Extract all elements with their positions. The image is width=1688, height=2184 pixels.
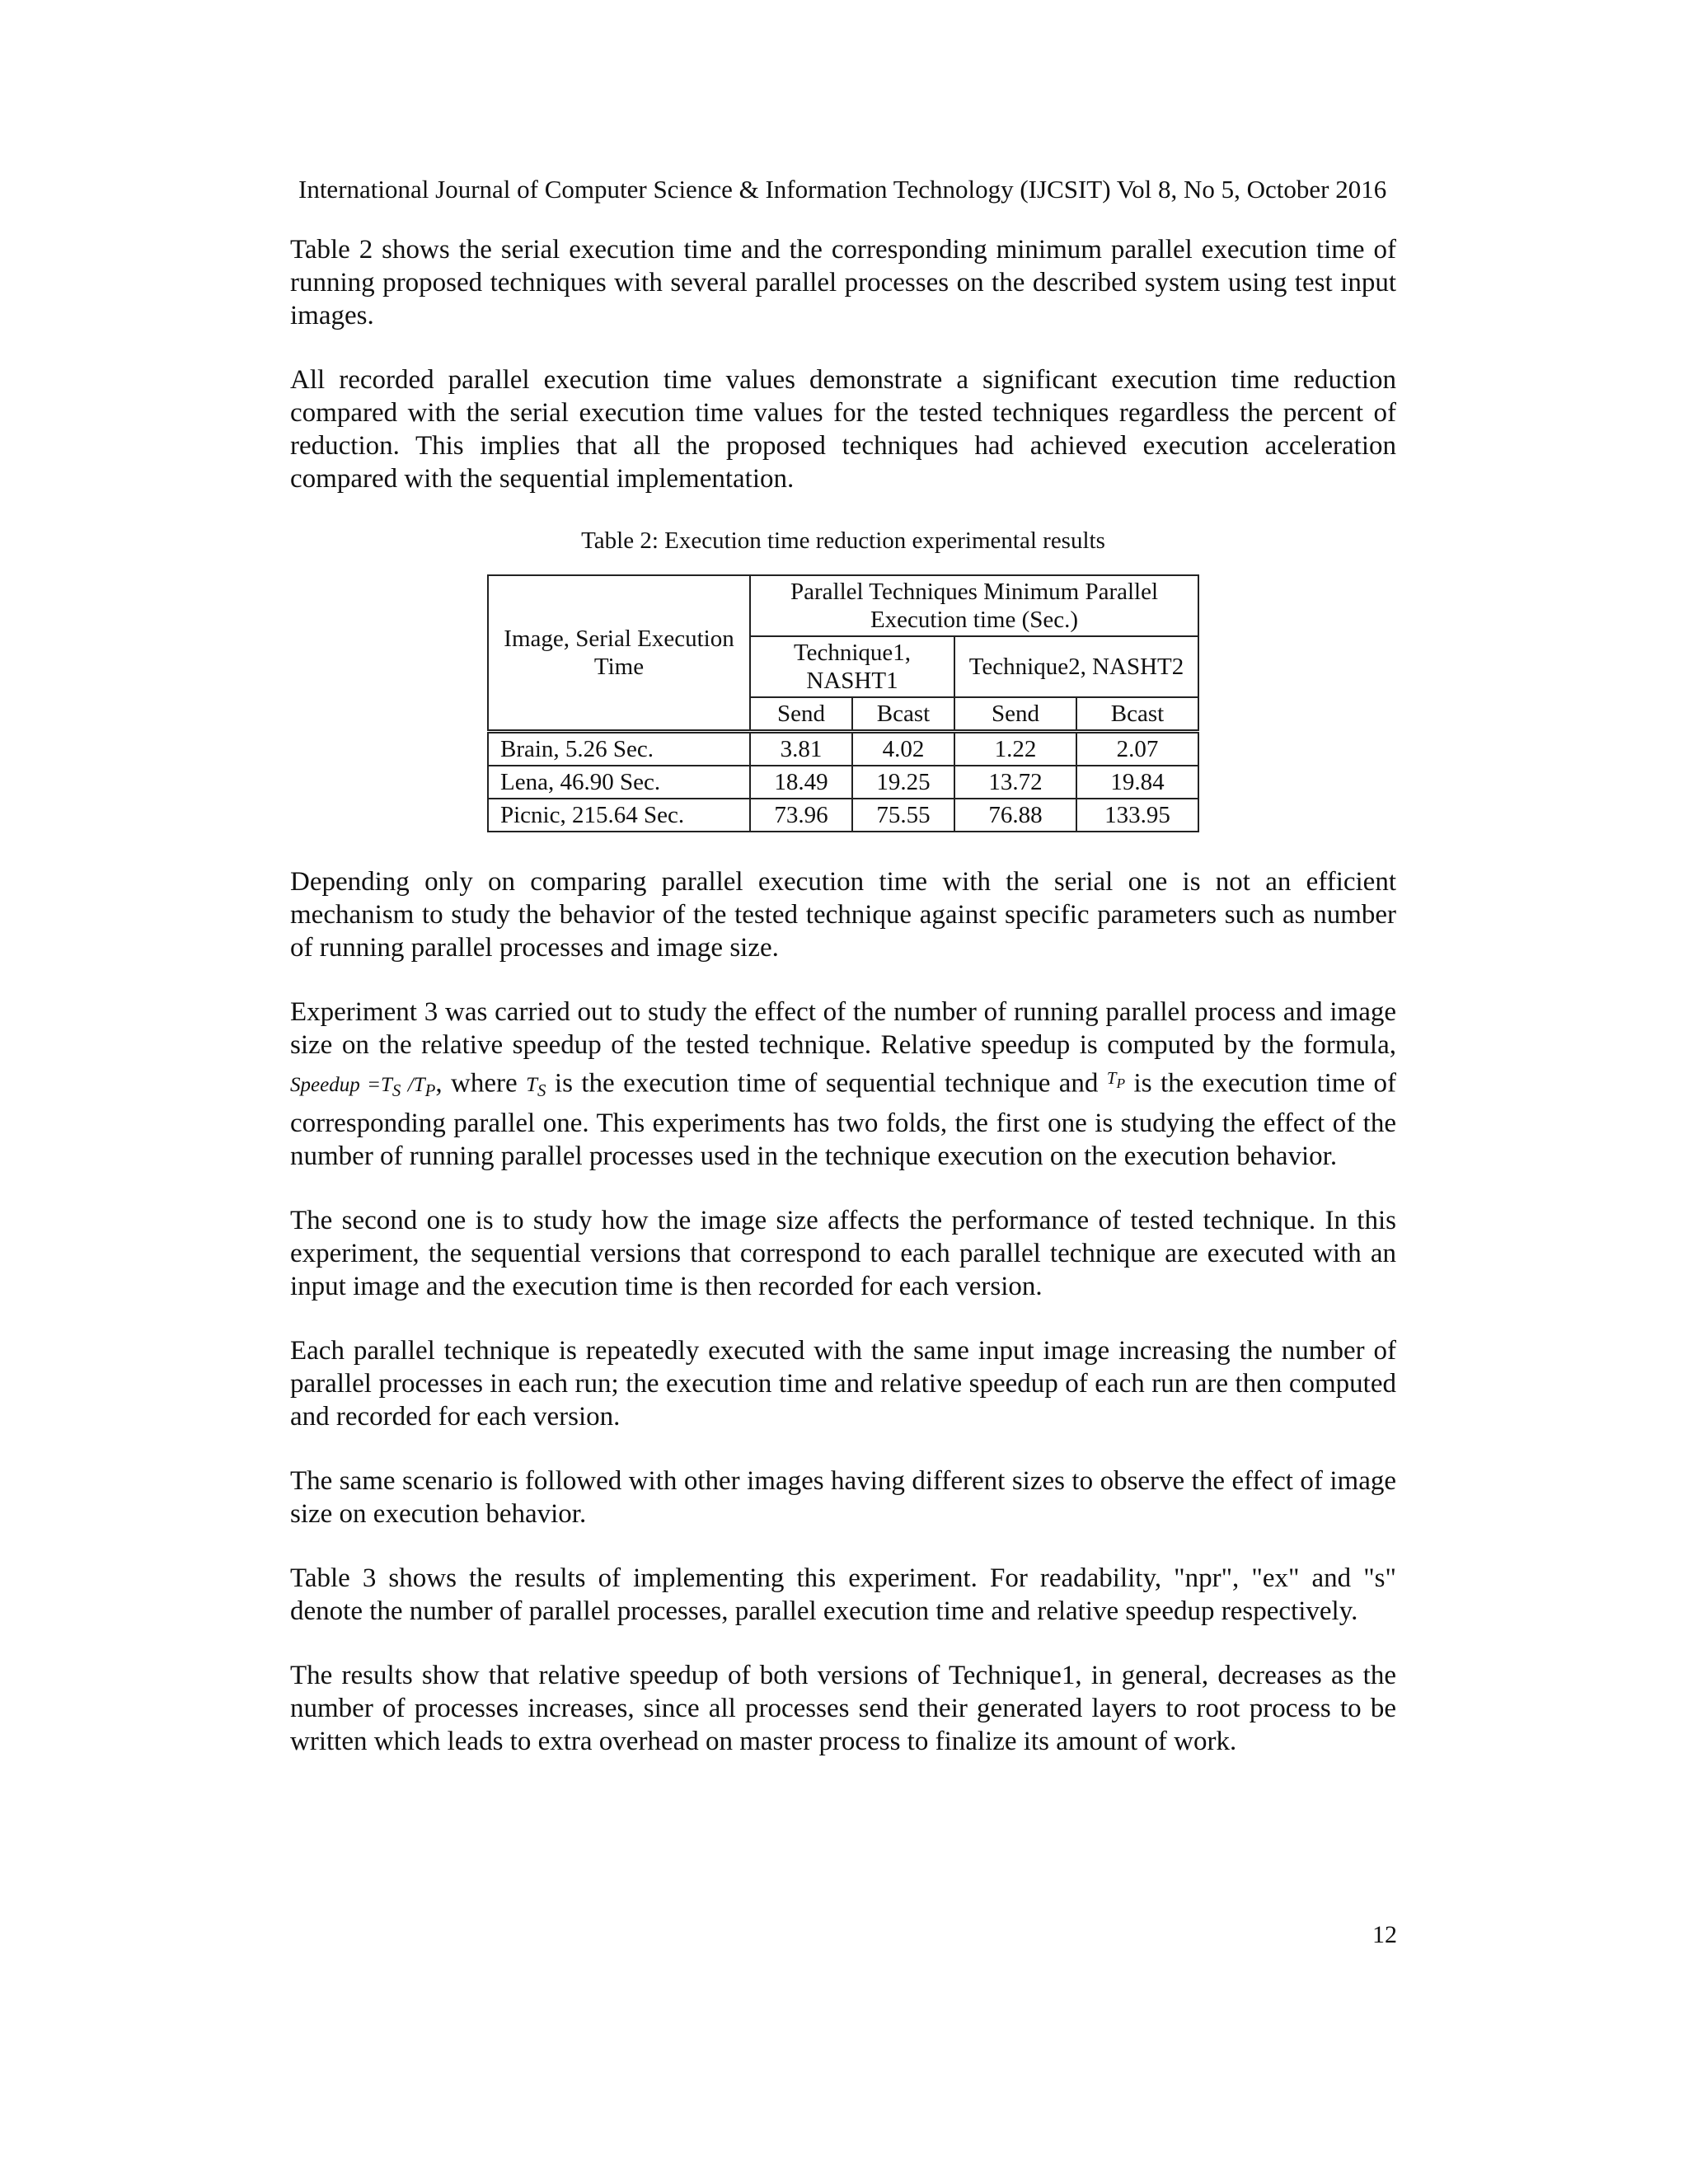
paragraph: The same scenario is followed with other images having different sizes to observe the effect of image size on execution behavior. [290, 1466, 1396, 1530]
table-row-label: Brain, 5.26 Sec. [488, 732, 750, 766]
table-cell: 76.88 [954, 799, 1076, 832]
table-technique2-header: Technique2, NASHT2 [954, 636, 1198, 697]
paragraph-text: is the execution time of sequential technique and [554, 1068, 1099, 1099]
paragraph-text: is the execution time of corresponding parallel one. This experiments has two folds, the first one is studying the effect of the number of running parallel processes used in the technique execution on the execution behavior. [290, 1068, 1397, 1172]
table-caption: Table 2: Execution time reduction experimental results [581, 527, 1105, 554]
table-corner-header: Image, Serial Execution Time [488, 575, 750, 732]
table-subheader: Send [750, 697, 852, 732]
table-cell: 75.55 [852, 799, 954, 832]
page-number: 12 [1372, 1921, 1397, 1948]
table-cell: 4.02 [852, 732, 954, 766]
table-cell: 3.81 [750, 732, 852, 766]
page-body [290, 233, 1396, 1789]
paragraph: Depending only on comparing parallel execution time with the serial one is not an efficient mechanism to study the behavior of the tested technique against specific parameters such as number of running parallel processes and image size. [290, 867, 1396, 963]
paragraph: Table 2 shows the serial execution time and the corresponding minimum parallel execution time of running proposed techniques with several parallel processes on the described system using test input images. [290, 235, 1396, 330]
table-row [488, 799, 1198, 832]
table-subheader: Send [954, 697, 1076, 732]
table-cell: 2.07 [1076, 732, 1198, 766]
speedup-formula: Speedup $=T_S$ $/T_P$ [290, 1074, 436, 1101]
paragraph: The second one is to study how the image size affects the performance of tested technique. In this experiment, the sequential versions that correspond to each parallel technique are executed with an input image and the execution time is then recorded for each version. [290, 1206, 1396, 1302]
paragraph-text: Experiment 3 was carried out to study the effect of the number of running parallel process and image size on the relative speedup of the tested technique. Relative speedup is computed by the formula, [290, 997, 1396, 1060]
paragraph-text: , where [435, 1068, 518, 1099]
table-row-label: Lena, 46.90 Sec. [488, 766, 750, 799]
paragraph: All recorded parallel execution time values demonstrate a significant execution time reduction compared with the serial execution time values for the tested techniques regardless the percent of reduction. This implies that all the proposed techniques had achieved execution acceleration compared with the sequential implementation. [290, 365, 1396, 494]
table-cell: 18.49 [750, 766, 852, 799]
tp-symbol: TP [1106, 1068, 1126, 1092]
table-row [488, 766, 1198, 799]
paragraph: The results show that relative speedup of both versions of Technique1, in general, decreases as the number of processes increases, since all processes send their generated layers to root process to be written which leads to extra overhead on master process to finalize its amount of work. [290, 1661, 1396, 1757]
table-subheader: Bcast [1076, 697, 1198, 732]
results-table [487, 574, 1199, 832]
table-subheader: Bcast [852, 697, 954, 732]
table-row [488, 732, 1198, 766]
table-group-header: Parallel Techniques Minimum Parallel Execution time (Sec.) [750, 575, 1198, 636]
paragraph-speedup-formula [290, 996, 1396, 1173]
paragraph: Each parallel technique is repeatedly executed with the same input image increasing the number of parallel processes in each run; the execution time and relative speedup of each run are then computed and recorded for each version. [290, 1336, 1396, 1432]
ts-symbol: $T_S$ [526, 1074, 546, 1101]
journal-header: International Journal of Computer Science & Information Technology (IJCSIT) Vol 8, No 5, October 2016 [298, 175, 1387, 204]
table-row-label: Picnic, 215.64 Sec. [488, 799, 750, 832]
table-cell: 73.96 [750, 799, 852, 832]
paragraph: Table 3 shows the results of implementing this experiment. For readability, "npr", "ex" and "s" denote the number of parallel processes, parallel execution time and relative speedup respectively. [290, 1563, 1396, 1627]
table-cell: 19.84 [1076, 766, 1198, 799]
table-technique1-header: Technique1, NASHT1 [750, 636, 954, 697]
table-cell: 1.22 [954, 732, 1076, 766]
table-cell: 13.72 [954, 766, 1076, 799]
table-cell: 19.25 [852, 766, 954, 799]
table-cell: 133.95 [1076, 799, 1198, 832]
